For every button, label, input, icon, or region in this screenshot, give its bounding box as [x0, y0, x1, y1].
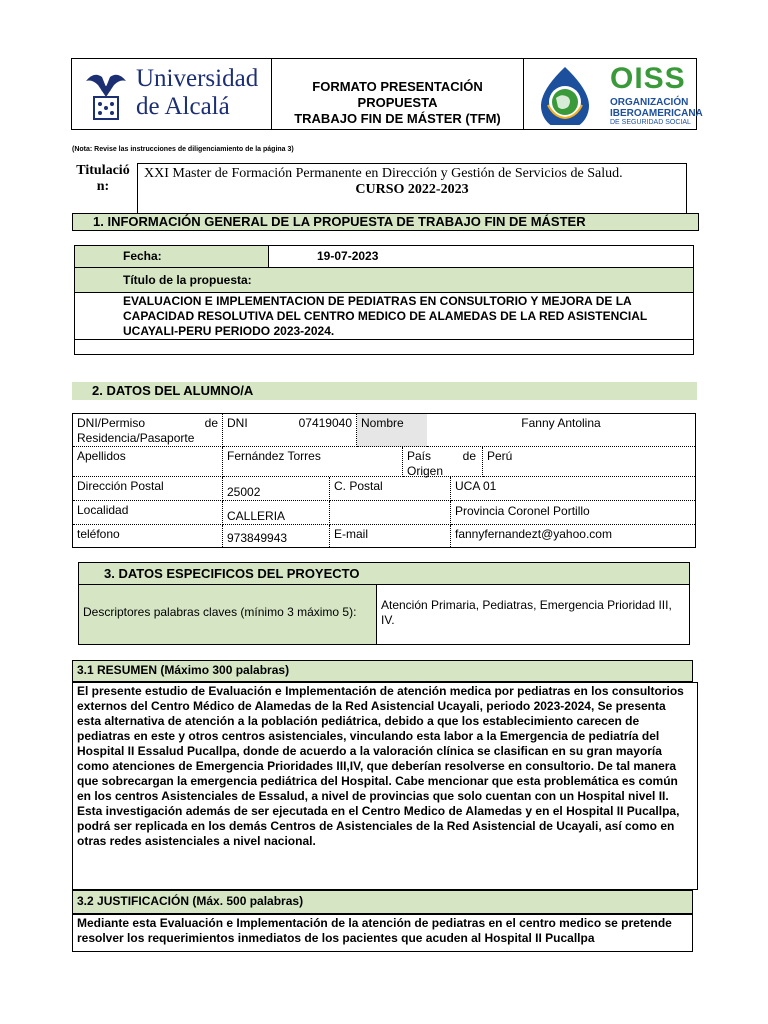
titulo-value: EVALUACION E IMPLEMENTACION DE PEDIATRAS EN CONSULTORIO Y MEJORA DE LA CAPACIDAD RESOLUTIVA DEL CENTRO MEDICO DE ALAMEDAS DE LA RED ASISTENCIAL UCAYALI-PERU PERIODO 2023-2024.	[75, 293, 693, 340]
oiss-logo	[524, 59, 703, 129]
direccion-label: Dirección Postal	[73, 477, 223, 501]
pais-label: País de Origen	[403, 447, 483, 477]
titulo-label: Título de la propuesta:	[75, 268, 693, 293]
cpostal-label: C. Postal	[330, 477, 451, 501]
resumen-heading: 3.1 RESUMEN (Máximo 300 palabras)	[72, 660, 693, 682]
localidad-extra	[330, 501, 451, 525]
resumen-body	[72, 682, 698, 890]
resumen-paragraph-1: El presente estudio de Evaluación e Implementación de atención medica por pediatras en los consultorios externos del Centro Médico de Alamedas de la Red Asistencial Ucayali, periodo 2023-2024, Se presenta esta alternativa de atención a la población pediátrica, debido a que los establecimiento carecen de pediatras en este y otros centros asistenciales, vinculando esta labor a la Emergencia de pediatría del Hospital II Essalud Pucallpa, donde de acuerdo a la valoración clínica se clasifican en su gran mayoría como atenciones de Emergencia Prioridades III,IV, que deberían resolverse en consultorio. De tal manera que sobrecargan la emergencia pediátrica del Hospital. Cabe mencionar que esta problemática es común en los centros Asistenciales de Essalud, a nivel de provincias que solo cuentan con un Hospital nivel II.	[77, 684, 684, 803]
nombre-value: Fanny Antolina	[427, 414, 695, 447]
fecha-label: Fecha:	[75, 246, 269, 268]
dni-label: DNI/Permiso de Residencia/Pasaporte	[73, 414, 223, 447]
email-value: fannyfernandezt@yahoo.com	[455, 527, 612, 541]
justificacion-body: Mediante esta Evaluación e Implementación de la atención de pediatras en el centro medico se pretende resolver los requerimientos inmediatos de los pacientes que acuden al Hospital II Pucallpa	[72, 914, 693, 952]
instructions-note: (Nota: Revise las instrucciones de diligenciamiento de la página 3)	[72, 146, 294, 153]
dni-type: DNI	[227, 416, 248, 430]
proposal-info-table	[74, 245, 694, 355]
direccion-value: 25002	[223, 477, 330, 501]
descriptores-value: Atención Primaria, Pediatras, Emergencia Prioridad III, IV.	[381, 598, 672, 627]
oiss-line2: IBEROAMERICANA	[610, 108, 703, 119]
localidad-value: CALLERIA	[223, 501, 330, 525]
university-crest-icon	[80, 67, 132, 123]
section1-heading: 1. INFORMACIÓN GENERAL DE LA PROPUESTA DE TRABAJO FIN DE MÁSTER	[72, 213, 699, 231]
oiss-line3: DE SEGURIDAD SOCIAL	[610, 119, 691, 126]
localidad-label: Localidad	[73, 501, 223, 525]
provincia-value: Provincia Coronel Portillo	[451, 501, 695, 525]
dni-number: 07419040	[298, 416, 352, 430]
descriptores-label: Descriptores palabras claves (mínimo 3 máximo 5):	[79, 585, 377, 644]
section3-heading: 3. DATOS ESPECIFICOS DEL PROYECTO	[79, 563, 689, 585]
titulacion-label: Titulació n:	[76, 163, 130, 194]
university-logo	[72, 59, 272, 129]
telefono-value: 973849943	[223, 525, 330, 547]
oiss-acronym: OISS	[610, 62, 686, 95]
section2-heading: 2. DATOS DEL ALUMNO/A	[72, 382, 697, 400]
email-label: E-mail	[330, 525, 451, 547]
justificacion-heading: 3.2 JUSTIFICACIÓN (Máx. 500 palabras)	[72, 890, 693, 914]
form-title-line2: TRABAJO FIN DE MÁSTER (TFM)	[294, 111, 501, 126]
project-data-table	[78, 562, 690, 645]
university-name-line1: Universidad	[136, 65, 259, 92]
titulacion-value: XXI Master de Formación Permanente en Dirección y Gestión de Servicios de Salud. CURSO 2022-2023	[137, 163, 687, 213]
telefono-label: teléfono	[73, 525, 223, 547]
fecha-value: 19-07-2023	[269, 246, 693, 268]
university-name-line2: de Alcalá	[136, 93, 230, 120]
document-header	[71, 58, 703, 130]
resumen-paragraph-2: Esta investigación además de ser ejecutada en el Centro Medico de Alamedas y en el Hospital II Pucallpa, podrá ser replicada en los demás Centros de Asistenciales de la Red Asistencial de Ucayali, así como en otras redes asistenciales a nivel nacional.	[77, 804, 680, 848]
nombre-label: Nombre	[357, 414, 427, 447]
form-title-line1: FORMATO PRESENTACIÓN PROPUESTA	[312, 79, 483, 110]
pais-value: Perú	[483, 447, 695, 477]
apellidos-value: Fernández Torres	[223, 447, 403, 477]
dni-value	[223, 414, 357, 447]
apellidos-label: Apellidos	[73, 447, 223, 477]
oiss-globe-icon	[534, 65, 596, 125]
student-data-table	[72, 413, 696, 548]
form-title	[272, 59, 524, 129]
oiss-line1: ORGANIZACIÓN	[610, 97, 689, 108]
cpostal-value: UCA 01	[451, 477, 695, 501]
